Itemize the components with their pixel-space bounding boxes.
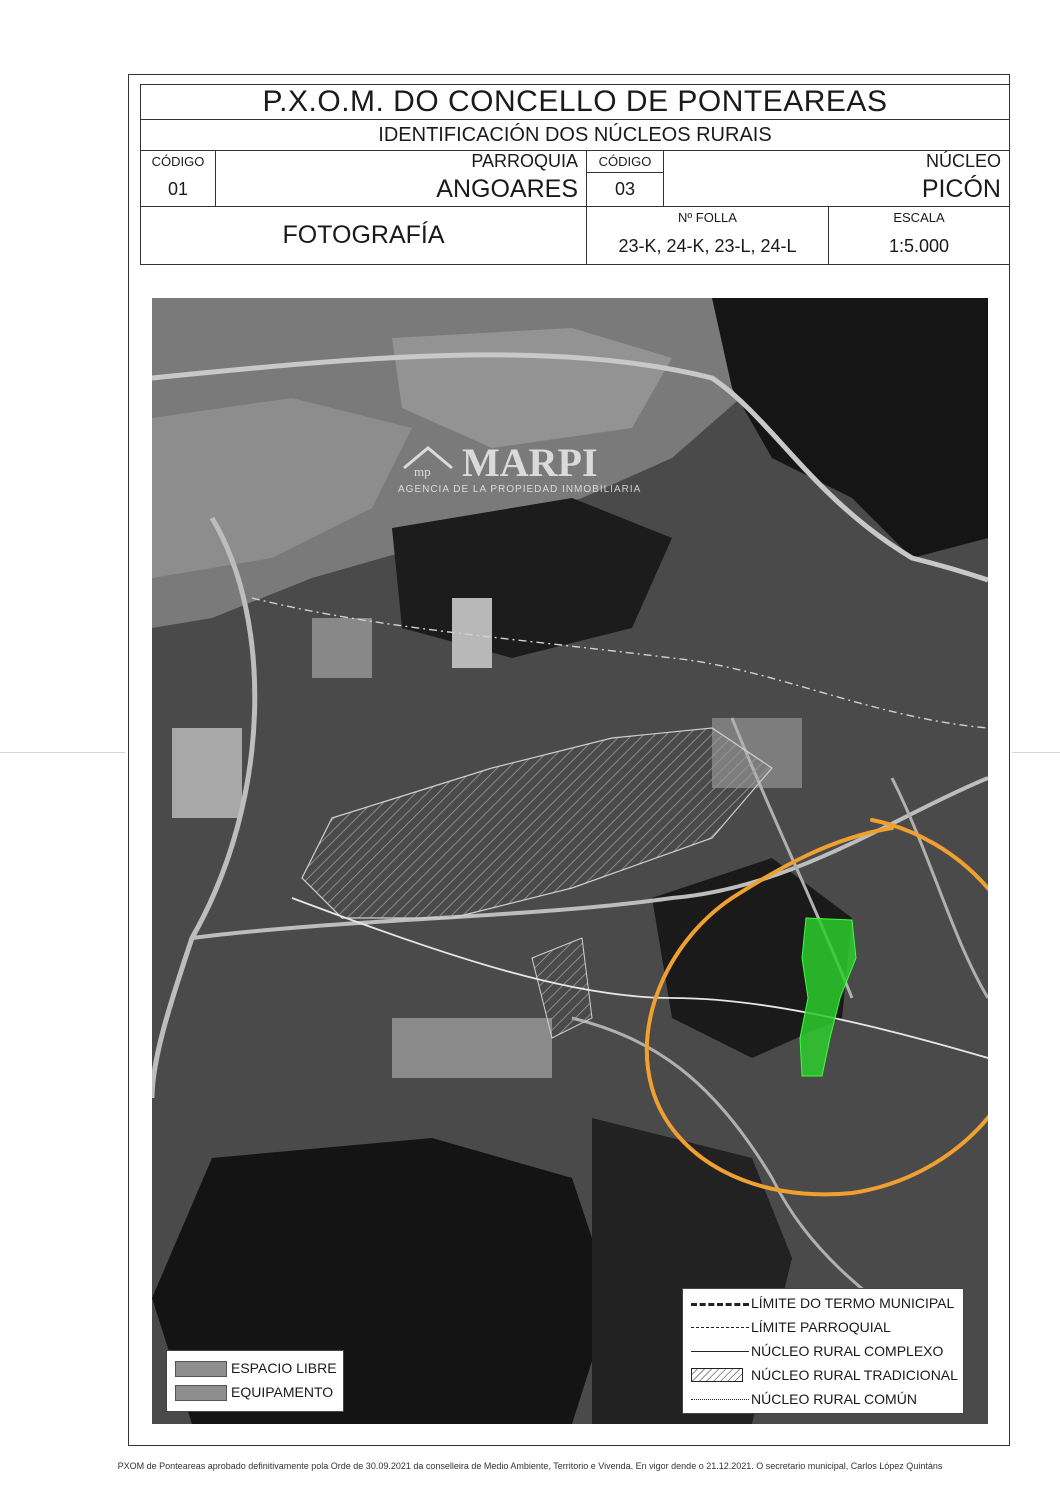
legend-row-complexo (683, 1341, 963, 1363)
legend-label-espacio-libre: ESPACIO LIBRE (231, 1360, 337, 1376)
fold-mark-right (1012, 752, 1060, 753)
fold-mark-left (0, 752, 125, 753)
escala-value: 1:5.000 (829, 229, 1010, 265)
codigo-value: 01 (141, 173, 216, 207)
legend-symbol-termo-municipal (691, 1303, 749, 1306)
legend-row-tradicional (683, 1365, 963, 1387)
legend-symbol-tradicional (691, 1368, 743, 1382)
legend-label-tradicional: NÚCLEO RURAL TRADICIONAL (751, 1367, 958, 1383)
codigo2-value: 03 (587, 173, 664, 207)
escala-label: ESCALA (829, 207, 1010, 229)
legend-label-comun: NÚCLEO RURAL COMÚN (751, 1391, 917, 1407)
nucleo-value: PICÓN (664, 173, 1010, 207)
legend-label-parroquial: LÍMITE PARROQUIAL (751, 1319, 891, 1335)
footer-note: PXOM de Ponteareas aprobado definitivamente pola Orde de 30.09.2021 da conselleira de Medio Ambiente, Territorio e Vivenda. En vigor dende o 21.12.2021. O secretario municipal, Carlos López Quintáns (117, 1461, 943, 1471)
folla-label: Nº FOLLA (587, 207, 829, 229)
parroquia-value: ANGOARES (216, 173, 587, 207)
codigo-label: CÓDIGO (141, 151, 216, 173)
legend-symbol-complexo (691, 1351, 749, 1352)
parroquia-label: PARROQUIA (216, 151, 587, 173)
legend-label-equipamento: EQUIPAMENTO (231, 1384, 334, 1400)
legend-row-comun (683, 1389, 963, 1411)
watermark-small-logo: mp (414, 464, 431, 479)
legend-limits (682, 1288, 964, 1414)
fotografia-label: FOTOGRAFÍA (141, 207, 587, 265)
title-block (140, 84, 1010, 265)
watermark-brand: MARPI (462, 440, 598, 485)
legend-swatch-espacio-libre (175, 1361, 227, 1377)
marpi-watermark-logo (392, 438, 672, 498)
marpi-watermark (392, 438, 672, 498)
legend-swatch-equipamento (175, 1385, 227, 1401)
codigo2-label: CÓDIGO (587, 151, 664, 173)
legend-row-parroquial (683, 1317, 963, 1339)
legend-symbol-comun (691, 1399, 749, 1400)
legend-row-termo-municipal (683, 1293, 963, 1315)
legend-label-termo-municipal: LÍMITE DO TERMO MUNICIPAL (751, 1295, 955, 1311)
document-subtitle: IDENTIFICACIÓN DOS NÚCLEOS RURAIS (141, 120, 1010, 151)
legend-landuse (166, 1350, 344, 1412)
watermark-tagline: AGENCIA DE LA PROPIEDAD INMOBILIARIA (398, 484, 642, 495)
legend-symbol-parroquial (691, 1327, 749, 1328)
document-title: P.X.O.M. DO CONCELLO DE PONTEAREAS (141, 85, 1010, 120)
folla-value: 23-K, 24-K, 23-L, 24-L (587, 229, 829, 265)
legend-label-complexo: NÚCLEO RURAL COMPLEXO (751, 1343, 944, 1359)
nucleo-label: NÚCLEO (664, 151, 1010, 173)
